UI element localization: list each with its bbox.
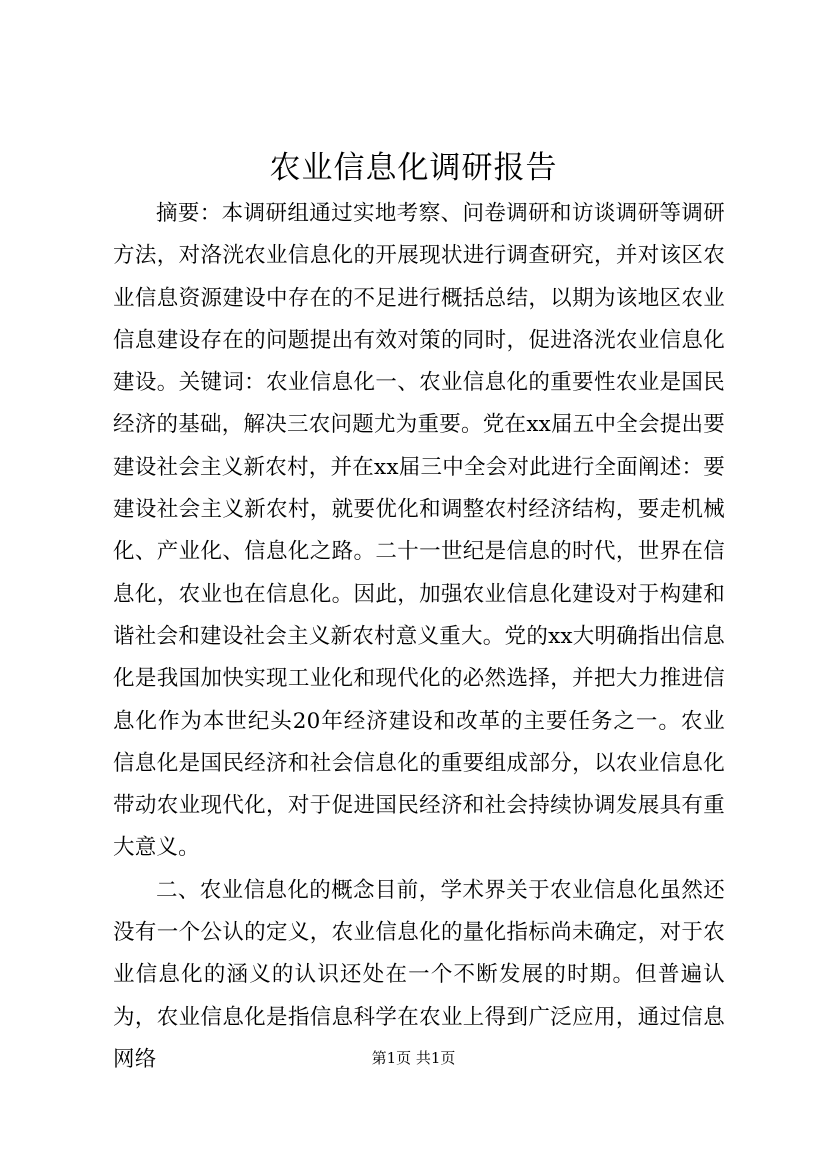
paragraph-abstract: 摘要：本调研组通过实地考察、问卷调研和访谈调研等调研方法，对洛洸农业信息化的开展现状进行调查研究，并对该区农业信息资源建设中存在的不足进行概括总结，以期为该地区农业信息建设存在的问题提出有效对策的同时，促进洛洸农业信息化建设。关键词：农业信息化一、农业信息化的重要性农业是国民经济的基础，解决三农问题尤为重要。党在xx届五中全会提出要建设社会主义新农村，并在xx届三中全会对此进行全面阐述：要建设社会主义新农村，就要优化和调整农村经济结构，要走机械化、产业化、信息化之路。二十一世纪是信息的时代，世界在信息化，农业也在信息化。因此，加强农业信息化建设对于构建和谐社会和建设社会主义新农村意义重大。党的xx大明确指出信息化是我国加快实现工业化和现代化的必然选择，并把大力推进信息化作为本世纪头20年经济建设和改革的主要任务之一。农业信息化是国民经济和社会信息化的重要组成部分，以农业信息化带动农业现代化，对于促进国民经济和社会持续协调发展具有重大意义。 xyxy=(113,201,725,861)
document-title: 农业信息化调研报告 xyxy=(269,150,558,186)
paragraph-concept: 二、农业信息化的概念目前，学术界关于农业信息化虽然还没有一个公认的定义，农业信息化的量化指标尚未确定，对于农业信息化的涵义的认识还处在一个不断发展的时期。但普遍认为，农业信息化是指信息科学在农业上得到广泛应用，通过信息网络 xyxy=(113,877,725,1072)
page-footer: 第1页 共1页 xyxy=(371,1049,456,1067)
document-body xyxy=(113,193,725,1081)
